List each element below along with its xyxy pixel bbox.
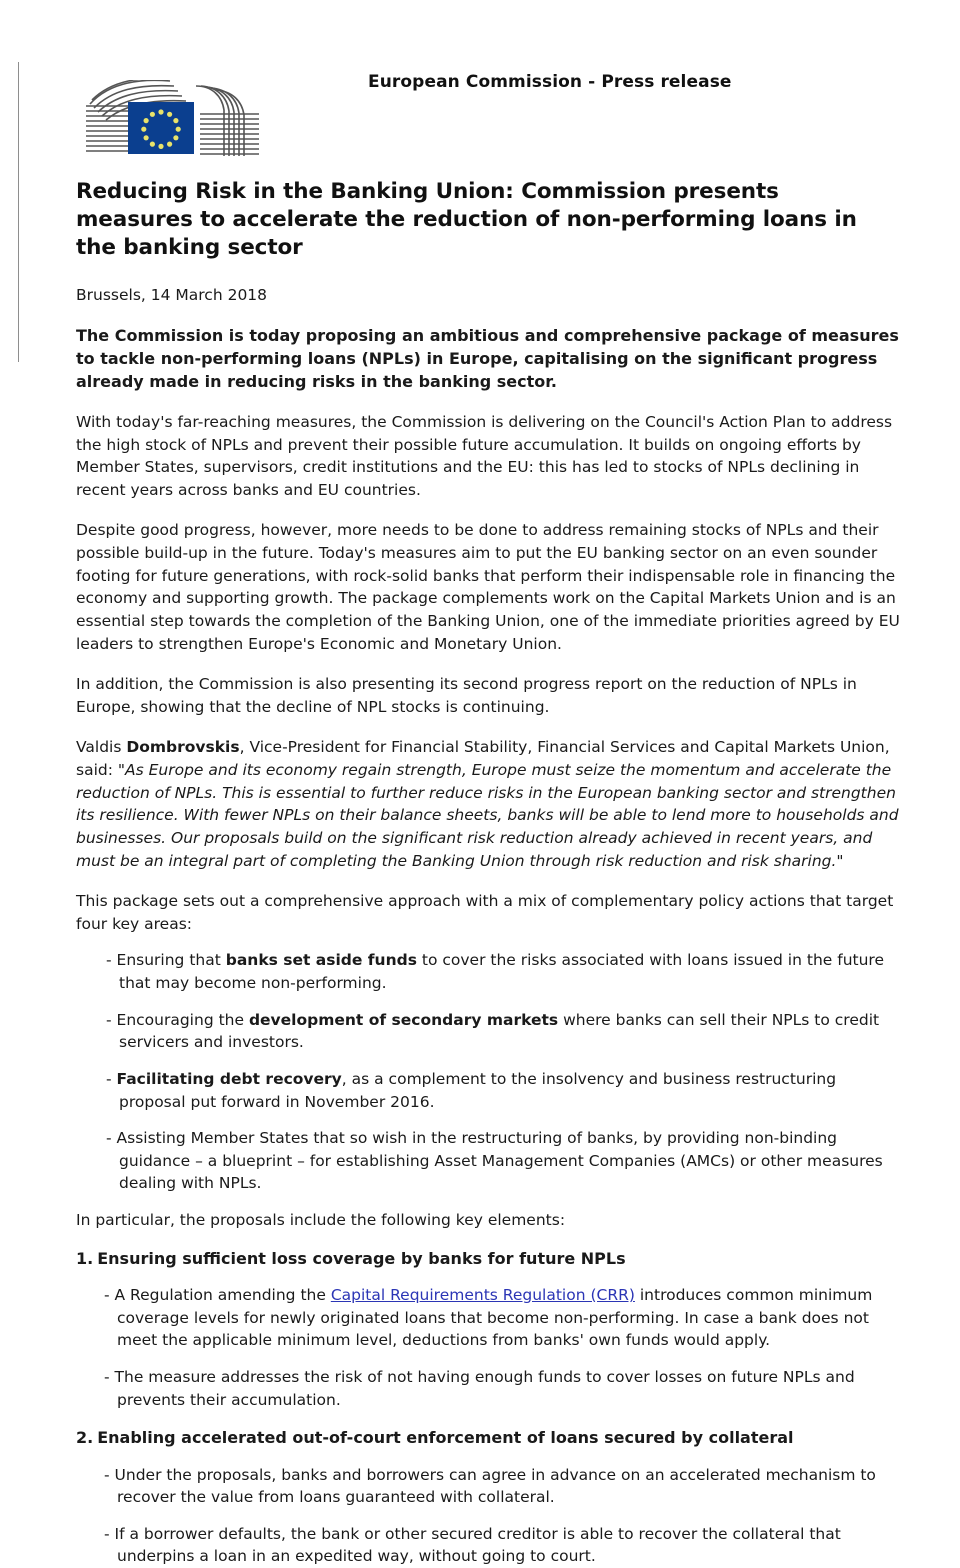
list-item: [104, 1464, 900, 1509]
key-areas-intro: This package sets out a comprehensive approach with a mix of complementary policy actions that target four key areas:: [76, 892, 894, 933]
capital-requirements-regulation-link[interactable]: Capital Requirements Regulation (CRR): [330, 1286, 635, 1305]
masthead-title: European Commission - Press release: [368, 72, 732, 92]
list-item-bold: development of secondary markets: [248, 1010, 559, 1029]
in-particular-intro: In particular, the proposals include the following key elements:: [76, 1211, 566, 1230]
list-item: [106, 949, 900, 994]
quote-speaker-last: Dombrovskis: [126, 738, 240, 757]
quote-text: "As Europe and its economy regain strength, Europe must seize the momentum and accelerate the reduction of NPLs. This is essential to further reduce risks in the European banking sector and strengthen its resilience. With fewer NPLs on their balance sheets, banks will be able to lend more to households and businesses. Our proposals build on the significant risk reduction already achieved in recent years, and must be an integral part of completing the Banking Union through risk reduction and risk sharing.": [76, 761, 899, 870]
section-2-list: [76, 1464, 900, 1568]
section-heading-2: [76, 1427, 900, 1449]
list-item-pre: The measure addresses the risk of not having enough funds to cover losses on future NPLs and prevents their accumulation.: [114, 1367, 855, 1409]
body-paragraph-3: In addition, the Commission is also presenting its second progress report on the reduction of NPLs in Europe, showing that the decline of NPL stocks is continuing.: [76, 675, 857, 716]
section-1-list: [76, 1284, 900, 1411]
masthead: [76, 62, 900, 172]
page-title: Reducing Risk in the Banking Union: Commission presents measures to accelerate the reduction of non-performing loans in the banking sector: [76, 179, 857, 260]
section-heading-text: Enabling accelerated out-of-court enforcement of loans secured by collateral: [97, 1428, 794, 1448]
list-item: [106, 1009, 900, 1054]
list-item-pre: A Regulation amending the: [114, 1286, 331, 1305]
list-item-pre: Ensuring that: [116, 951, 226, 970]
lead-paragraph: The Commission is today proposing an ambitious and comprehensive package of measures to tackle non-performing loans (NPLs) in Europe, capitalising on the significant progress already made in reducing risks in the banking sector.: [76, 325, 899, 391]
european-commission-logo: [84, 80, 264, 164]
list-item: [106, 1068, 900, 1113]
press-release-page: [0, 62, 960, 1568]
section-heading-1: [76, 1248, 900, 1270]
list-item-post: , as a complement to the insolvency and business restructuring proposal put forward in November 2016.: [119, 1069, 837, 1111]
quote-speaker-role: , Vice-President for Financial Stability, Financial Services and Capital Markets Union, said:: [76, 738, 890, 780]
quote-paragraph: [76, 736, 900, 872]
section-number: 2.: [76, 1428, 94, 1448]
list-item-pre: If a borrower defaults, the bank or other secured creditor is able to recover the collateral that underpins a loan in an expedited way, without going to court.: [114, 1524, 841, 1566]
list-item: [104, 1284, 900, 1352]
body-paragraph-1: With today's far-reaching measures, the Commission is delivering on the Council's Action Plan to address the high stock of NPLs and prevent their possible future accumulation. It builds on ongoing efforts by Member States, supervisors, credit institutions and the EU: this has led to stocks of NPLs declining in recent years across banks and EU countries.: [76, 412, 893, 499]
list-item: [104, 1366, 900, 1411]
list-item-post: introduces common minimum coverage levels for newly originated loans that become non-performing. In case a bank does not meet the applicable minimum level, deductions from banks' own funds would apply.: [117, 1286, 873, 1350]
section-heading-text: Ensuring sufficient loss coverage by banks for future NPLs: [97, 1248, 626, 1268]
list-item-pre: Encouraging the: [116, 1010, 249, 1029]
list-item-pre: Under the proposals, banks and borrowers can agree in advance on an accelerated mechanism to recover the value from loans guaranteed with collateral.: [114, 1465, 876, 1507]
dateline: Brussels, 14 March 2018: [76, 285, 268, 304]
body-paragraph-2: Despite good progress, however, more needs to be done to address remaining stocks of NPLs and their possible build-up in the future. Today's measures aim to put the EU banking sector on an even sounder footing for future generations, with rock-solid banks that perform their indispensable role in financing the economy and supporting growth. The package complements work on the Capital Markets Union and is an essential step towards the completion of the Banking Union, one of the immediate priorities agreed by EU leaders to strengthen Europe's Economic and Monetary Union.: [76, 521, 900, 653]
list-item: [104, 1523, 900, 1568]
list-item-bold: Facilitating debt recovery: [116, 1069, 342, 1088]
quote-speaker-first: Valdis: [76, 738, 127, 757]
section-number: 1.: [76, 1248, 94, 1268]
list-item-pre: Assisting Member States that so wish in the restructuring of banks, by providing non-binding guidance – a blueprint – for establishing Asset Management Companies (AMCs) or other measures dealing with NPLs.: [116, 1129, 883, 1193]
list-item-post: where banks can sell their NPLs to credit servicers and investors.: [119, 1010, 880, 1052]
list-item-post: to cover the risks associated with loans issued in the future that may become non-performing.: [119, 951, 884, 993]
list-item-bold: banks set aside funds: [225, 951, 417, 970]
list-item: [106, 1127, 900, 1195]
key-areas-list: [76, 949, 900, 1195]
